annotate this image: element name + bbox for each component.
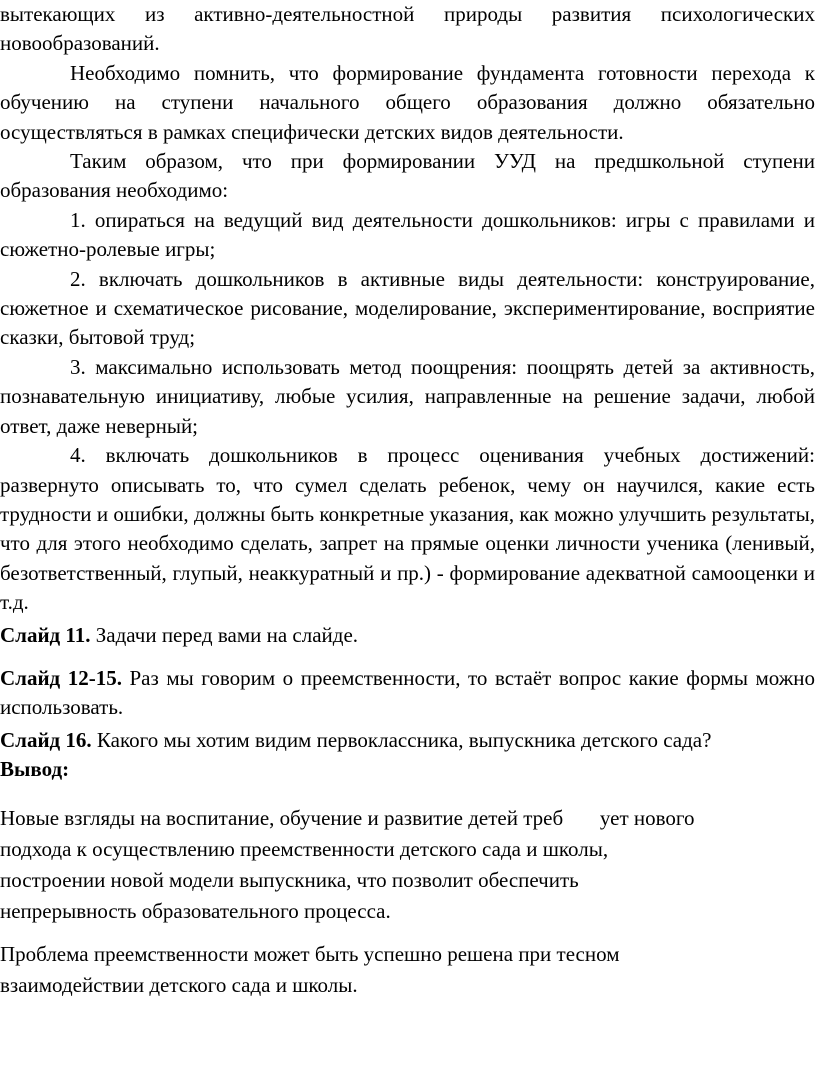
slide-11-paragraph: [0, 621, 815, 650]
slide-16-text: Какого мы хотим видим первоклассника, выпускника детского сада?: [91, 727, 712, 752]
slide-11-text: Задачи перед вами на слайде.: [90, 622, 359, 647]
paragraph-thus: Таким образом, что при формировании УУД на предшкольной ступени образования необходимо:: [0, 149, 815, 203]
list-item-2: 2. включать дошкольников в активные виды деятельности: конструирование, сюжетное и схематическое рисование, моделирование, экспериментирование, восприятие сказки, бытовой труд;: [0, 266, 815, 350]
list-item-1: 1. опираться на ведущий вид деятельности дошкольников: игры с правилами и сюжетно-ролевые игры;: [0, 207, 815, 262]
conclusion-paragraph-2: [0, 939, 815, 1001]
conclusion-line: непрерывность образовательного процесса.: [0, 898, 391, 923]
slide-12-15-text: Раз мы говорим о преемственности, то встаёт вопрос какие формы можно использовать.: [0, 665, 815, 720]
conclusion-line: подхода к осуществлению преемственности детского сада и школы,: [0, 836, 609, 861]
conclusion-paragraph-1: [0, 803, 815, 927]
slide-16-label: Слайд 16.: [0, 727, 92, 752]
list-item-3: 3. максимально использовать метод поощрения: поощрять детей за активность, познавательную инициативу, любые усилия, направленные на решение задачи, любой ответ, даже неверный;: [0, 354, 815, 438]
slide-11-label: Слайд 11.: [0, 622, 91, 647]
conclusion-heading: Вывод:: [0, 757, 70, 782]
slide-16-paragraph: [0, 726, 815, 755]
list-item-4: 4. включать дошкольников в процесс оценивания учебных достижений: развернуто описывать то, что сумел сделать ребенок, чему он научился, какие есть трудности и ошибки, должны быть конкретные указания, как можно улучшить результаты, что для этого необходимо сделать, запрет на прямые оценки личности ученика (ленивый, безответственный, глупый, неаккуратный и пр.) - формирование адекватной самооценки и т.д.: [0, 443, 815, 615]
conclusion-line: Проблема преемственности может быть успешно решена при тесном: [0, 941, 620, 966]
conclusion-line: построении новой модели выпускника, что позволит обеспечить: [0, 867, 579, 892]
slide-12-15-label: Слайд 12-15.: [0, 665, 122, 690]
conclusion-line: взаимодействии детского сада и школы.: [0, 972, 358, 997]
slide-12-15-paragraph: [0, 664, 815, 723]
opening-paragraph: вытекающих из активно-деятельностной природы развития психологических новообразований.: [0, 2, 815, 56]
paragraph-remember: Необходимо помнить, что формирование фундамента готовности перехода к обучению на ступени начального общего образования должно обязательно осуществляться в рамках специфически детских видов деятельности.: [0, 60, 815, 144]
conclusion-line: Новые взгляды на воспитание, обучение и развитие детей треб ует нового: [0, 805, 695, 830]
